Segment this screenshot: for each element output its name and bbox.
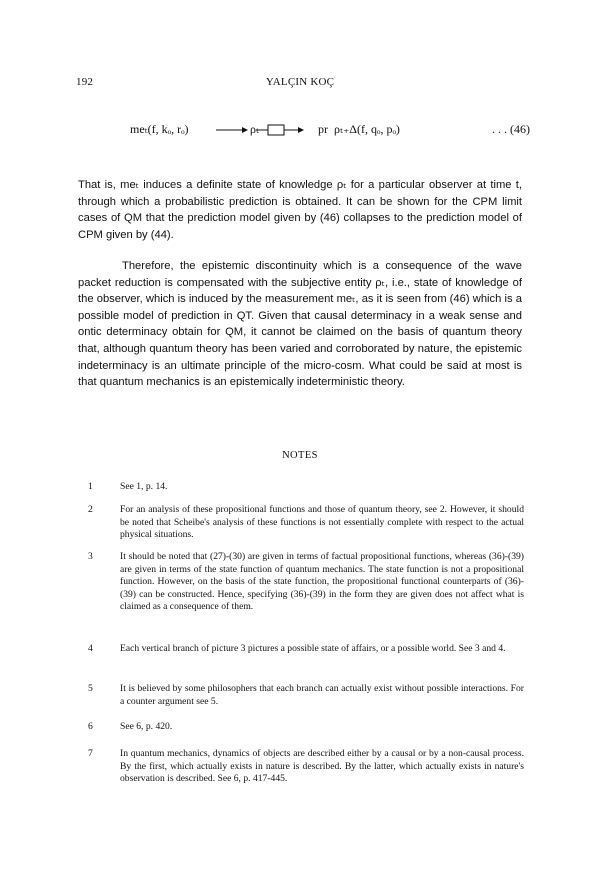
note-number: 3 (88, 551, 93, 562)
note-text: Each vertical branch of picture 3 pictures a possible state of affairs, or a possible world. See 3 and 4. (120, 643, 506, 654)
note-text: It is believed by some philosophers that each branch can actually exist without possible interactions. For a counter argument see 5. (120, 683, 524, 707)
equation-rhs: ρₜ₊Δ(f, qₒ, pₒ) (334, 122, 400, 136)
paragraph-text: That is, meₜ induces a definite state of knowledge ρₜ for a particular observer at time t, through which a probabilistic prediction is obtained. It can be shown for the CPM limit cases of QM that the prediction model given by (46) collapses to the prediction model of CPM given by (44). (78, 179, 522, 241)
equation-arrows (216, 120, 308, 140)
equation-rho: ρₜ (250, 122, 259, 136)
equation-46 (130, 120, 530, 144)
running-head: YALÇIN KOÇ (265, 76, 335, 88)
equation-pr-prefix: pr (318, 122, 328, 136)
note-number: 2 (88, 504, 93, 515)
note-number: 1 (88, 481, 93, 492)
note-number: 5 (88, 683, 93, 694)
note-text: It should be noted that (27)-(30) are given in terms of factual propositional functions, whereas (36)-(39) are given in terms of the state function of quantum mechanics. The state function is not a propositional function. However, on the basis of the state function, the propositional functional counterparts of (36)-(39) can be constructed. Hence, specifying (36)-(39) in the form they are given does not affect what is claimed as a consequence of them. (120, 551, 524, 613)
paragraph-2 (78, 258, 522, 391)
note-text: For an analysis of these propositional functions and those of quantum theory, see 2. However, it should be noted that Scheibe's analysis of these functions is not essentially complete with respect to the actual physical situations. (120, 504, 524, 541)
page-number: 192 (76, 76, 94, 88)
note-number: 4 (88, 643, 93, 654)
note-text: See 1, p. 14. (120, 481, 168, 492)
equation-number: . . . (46) (492, 122, 530, 136)
note-text: In quantum mechanics, dynamics of objects are described either by a causal or by a non-causal process. By the first, which actually exists in nature is described. By the latter, which actually exists in nature's observation is described. See 6, p. 417-445. (120, 748, 524, 785)
paragraph-1 (78, 177, 522, 243)
paragraph-text: Therefore, the epistemic discontinuity which is a consequence of the wave packet reduction is compensated with the subjective entity ρₜ, i.e., state of knowledge of the observer, which is induced by the measurement meₜ, as it is seen from (46) which is a possible model of prediction in QT. Given that causal determinacy in a weak sense and ontic determinacy obtain for QM, it cannot be claimed on the basis of quantum theory that, although quantum theory has been varied and corroborated by nature, the epistemic indeterminacy is an ultimate principle of the micro-cosm. What could be said at most is that quantum mechanics is an epistemically indeterministic theory. (78, 260, 522, 389)
note-number: 7 (88, 748, 93, 759)
equation-lhs: meₜ(f, kₒ, rₒ) (130, 122, 189, 136)
notes-heading: NOTES (282, 450, 318, 461)
note-number: 6 (88, 721, 93, 732)
note-text: See 6, p. 420. (120, 721, 173, 732)
